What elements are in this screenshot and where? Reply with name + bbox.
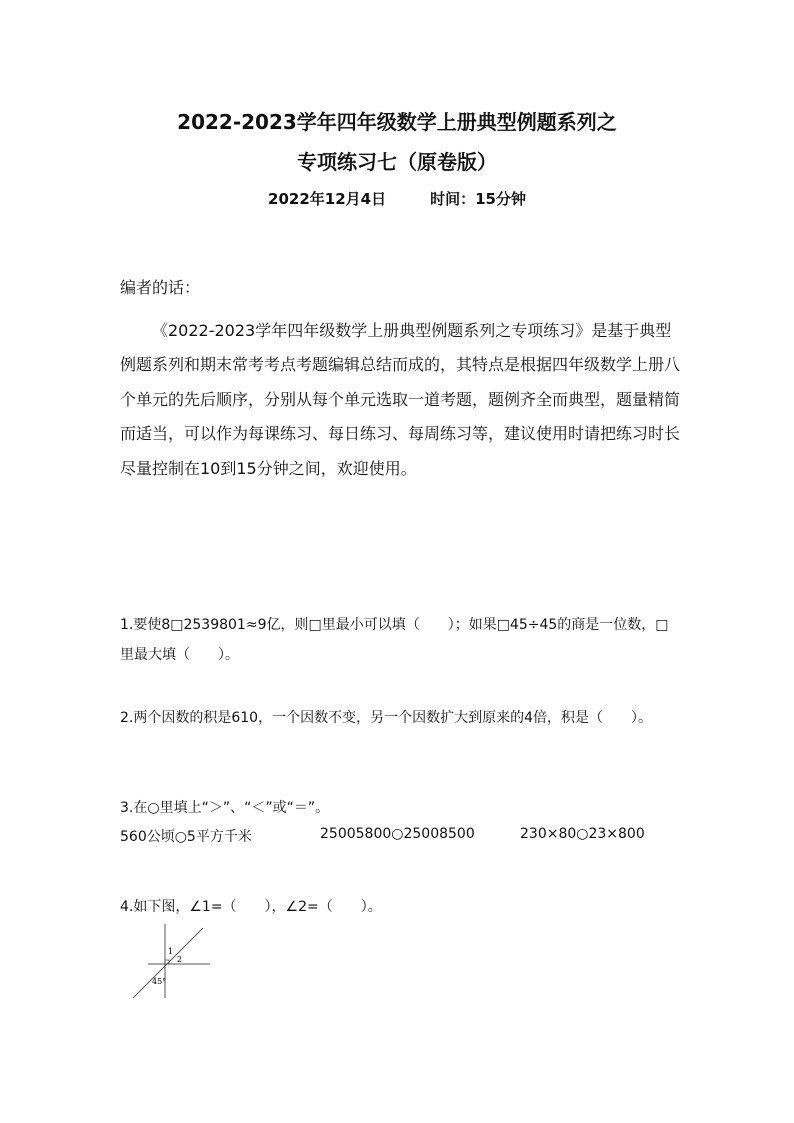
- angle-label-1: 1: [168, 947, 174, 956]
- angle-figure: [128, 920, 218, 1002]
- date-text: 2022年12月4日: [268, 190, 387, 208]
- question-4: 4.如下图，∠1=（ ），∠2=（ ）。: [120, 899, 382, 915]
- question-1: 1.要使8□2539801≈9亿，则□里最小可以填（ ）；如果□45÷45的商是一位数，□里最大填（ ）。: [120, 617, 669, 663]
- q3-item-1: 560公顷○5平方千米: [120, 829, 252, 845]
- preface-heading: 编者的话：: [120, 278, 201, 297]
- angle-label-45: 45°: [152, 977, 167, 986]
- angle-label-2: 2: [177, 955, 183, 964]
- diagonal-line: [133, 928, 203, 998]
- question-3: 3.在○里填上“＞”、“＜”或“＝”。: [120, 800, 330, 816]
- title-line-2: 专项练习七（原卷版）: [297, 150, 497, 174]
- question-2: 2.两个因数的积是610，一个因数不变，另一个因数扩大到原来的4倍，积是（ ）。: [120, 710, 652, 726]
- q3-item-3: 230×80○23×800: [520, 826, 645, 842]
- time-text: 时间：15分钟: [430, 190, 526, 208]
- title-line-1: 2022-2023学年四年级数学上册典型例题系列之: [177, 110, 617, 134]
- date-time-line: [0, 188, 794, 209]
- q3-item-2: 25005800○25008500: [320, 826, 475, 842]
- preface-body: 《2022-2023学年四年级数学上册典型例题系列之专项练习》是基于典型例题系列和期末常考考点考题编辑总结而成的，其特点是根据四年级数学上册八个单元的先后顺序，分别从每个单元选取一道考题，题例齐全而典型，题量精简而适当，可以作为每课练习、每日练习、每周练习等，建议使用时请把练习时长尽量控制在10到15分钟之间，欢迎使用。: [120, 321, 681, 478]
